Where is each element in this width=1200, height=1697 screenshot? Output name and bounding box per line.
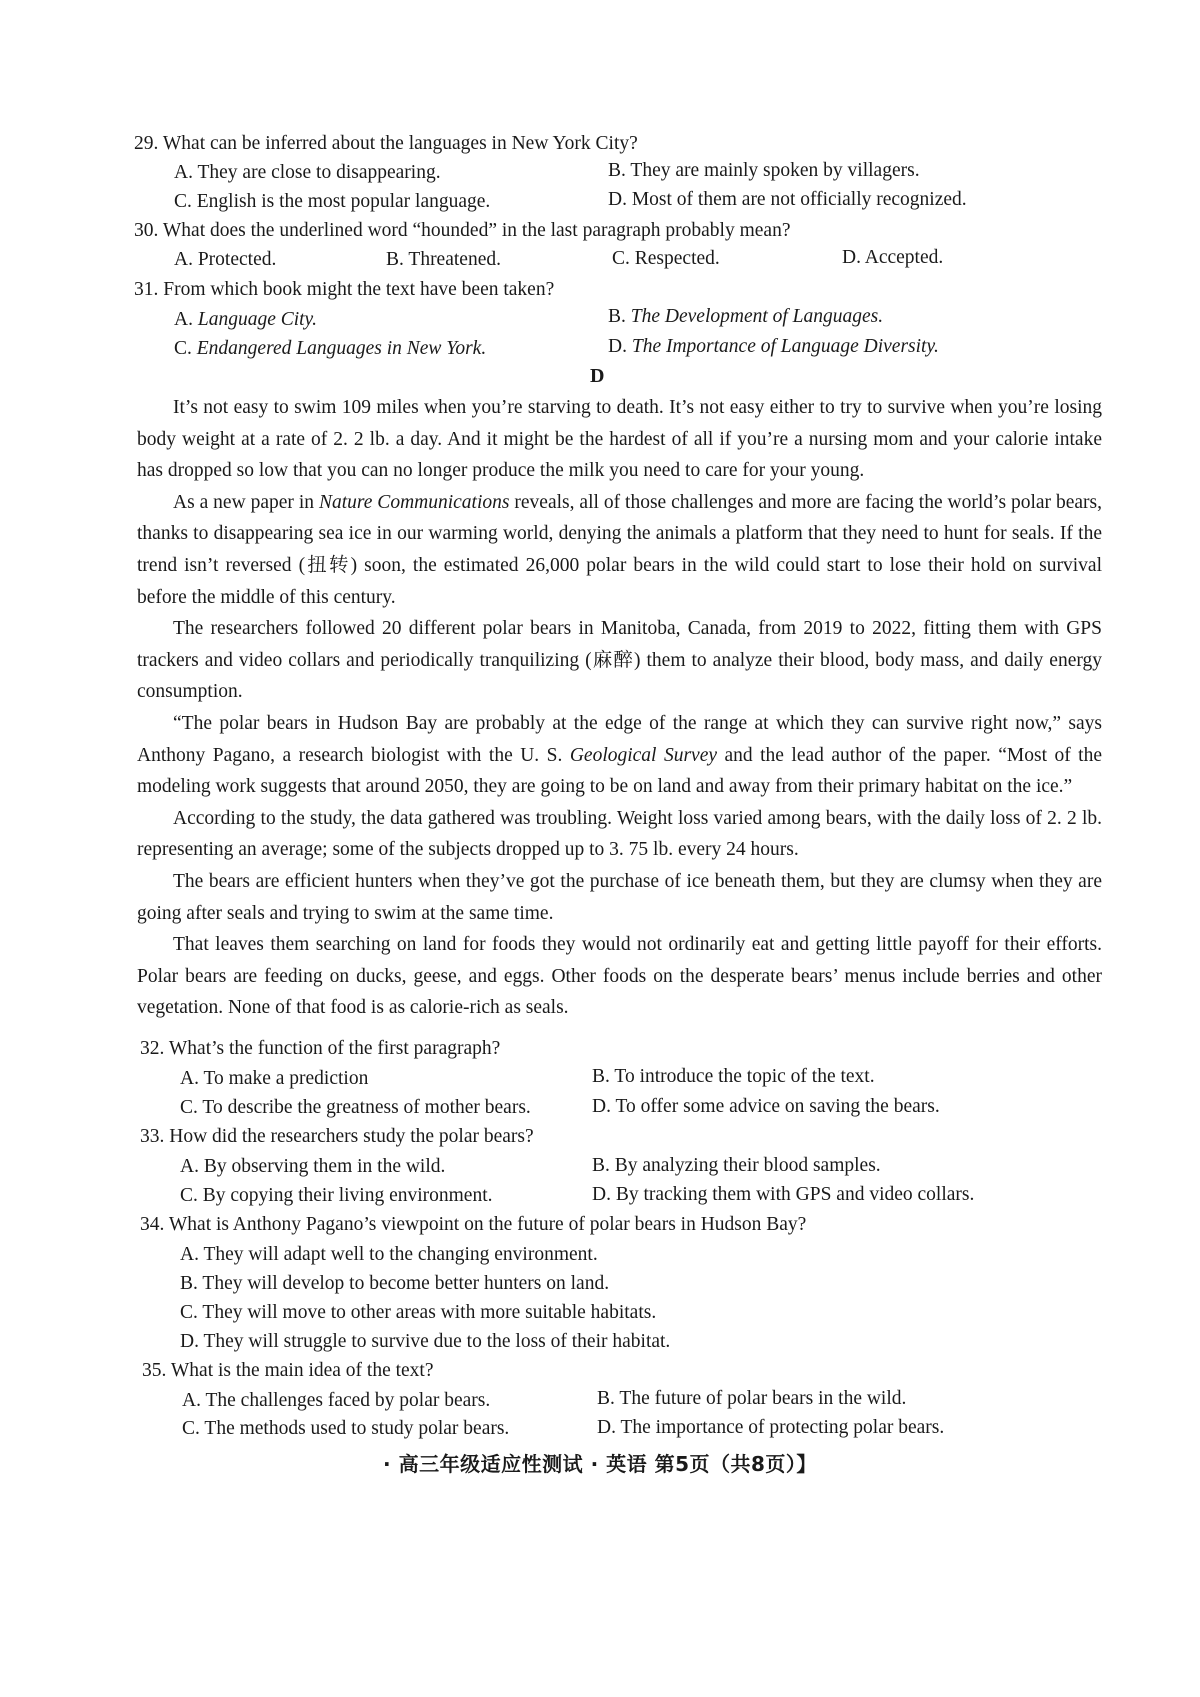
question-31-option-d: D. The Importance of Language Diversity. xyxy=(608,336,939,357)
question-29-option-a: A. They are close to disappearing. xyxy=(174,162,441,183)
question-30-option-c: C. Respected. xyxy=(612,248,720,269)
paragraph-5: According to the study, the data gathered was troubling. Weight loss varied among bears, with the daily loss of 2. 2 lb. representing an average; some of the subjects dropped up to 3. 75 lb. every 24 hours. xyxy=(137,807,1102,861)
organization-name: Geological Survey xyxy=(569,744,718,766)
paragraph-4: “The polar bears in Hudson Bay are probably at the edge of the range at which they can survive right now,” says Anthony Pagano, a research biologist with the U. S. Geological Survey and the lead author of the paper. “Most of the modeling work suggests that around 2050, they are going to be on land and away from their primary habitat on the ice.” xyxy=(137,712,1103,798)
question-30-option-b: B. Threatened. xyxy=(386,249,501,270)
paragraph-7: That leaves them searching on land for foods they would not ordinarily eat and getting little payoff for their efforts. Polar bears are feeding on ducks, geese, and eggs. Other foods on the desperate bears’ menus include berries and other vegetation. None of that food is as calorie-rich as seals. xyxy=(137,934,1102,1019)
question-34-option-c: C. They will move to other areas with more suitable habitats. xyxy=(180,1302,657,1323)
question-30-option-d: D. Accepted. xyxy=(842,247,944,268)
question-32-option-a: A. To make a prediction xyxy=(180,1068,369,1089)
question-32-option-d: D. To offer some advice on saving the bears. xyxy=(592,1096,940,1117)
question-35-option-a: A. The challenges faced by polar bears. xyxy=(182,1390,491,1411)
book-title-c: Endangered Languages in New York. xyxy=(196,338,487,359)
question-33-option-b: B. By analyzing their blood samples. xyxy=(592,1155,881,1176)
question-31-option-b: B. The Development of Languages. xyxy=(608,306,884,327)
question-34-option-b: B. They will develop to become better hunters on land. xyxy=(180,1273,610,1294)
book-title-b: The Development of Languages. xyxy=(630,306,884,327)
question-29-option-c: C. English is the most popular language. xyxy=(174,191,491,212)
question-31-option-a: A. Language City. xyxy=(174,309,318,330)
page-footer: · 高三年级适应性测试 · 英语 第5页（共8页）】 xyxy=(383,1452,817,1476)
question-33-stem: 33. How did the researchers study the polar bears? xyxy=(140,1126,534,1147)
question-30-option-a: A. Protected. xyxy=(174,249,277,270)
question-34-stem: 34. What is Anthony Pagano’s viewpoint on the future of polar bears in Hudson Bay? xyxy=(140,1214,807,1235)
question-35-option-d: D. The importance of protecting polar bears. xyxy=(597,1417,945,1438)
question-32-stem: 32. What’s the function of the first paragraph? xyxy=(140,1038,501,1059)
question-34-option-a: A. They will adapt well to the changing environment. xyxy=(180,1244,598,1265)
question-34-option-d: D. They will struggle to survive due to the loss of their habitat. xyxy=(180,1331,671,1352)
paragraph-1: It’s not easy to swim 109 miles when you’re starving to death. It’s not easy either to try to survive when you’re losing body weight at a rate of 2. 2 lb. a day. And it might be the hardest of all if you’re a nursing mom and your calorie intake has dropped so low that you can no longer produce the milk you need to care for your young. xyxy=(137,397,1102,482)
question-33-option-c: C. By copying their living environment. xyxy=(180,1185,493,1206)
question-33-option-d: D. By tracking them with GPS and video collars. xyxy=(592,1184,975,1205)
question-31-option-c: C. Endangered Languages in New York. xyxy=(174,338,487,359)
passage-d xyxy=(137,392,1102,1024)
question-30-stem: 30. What does the underlined word “hounded” in the last paragraph probably mean? xyxy=(134,220,791,241)
question-32-option-c: C. To describe the greatness of mother bears. xyxy=(180,1097,531,1118)
question-32-option-b: B. To introduce the topic of the text. xyxy=(592,1066,875,1087)
question-35-option-c: C. The methods used to study polar bears. xyxy=(182,1418,510,1439)
section-heading: D xyxy=(590,365,605,387)
question-29-option-d: D. Most of them are not officially recognized. xyxy=(608,189,967,210)
paragraph-6: The bears are efficient hunters when they’ve got the purchase of ice beneath them, but they are clumsy when they are going after seals and trying to swim at the same time. xyxy=(137,870,1102,924)
question-35-option-b: B. The future of polar bears in the wild. xyxy=(597,1388,907,1409)
journal-name: Nature Communications xyxy=(318,491,510,513)
paragraph-3: The researchers followed 20 different polar bears in Manitoba, Canada, from 2019 to 2022, fitting them with GPS trackers and video collars and periodically tranquilizing (麻醉) them to analyze their blood, body mass, and daily energy consumption. xyxy=(137,618,1102,703)
paragraph-2: As a new paper in Nature Communications reveals, all of those challenges and more are facing the world’s polar bears, thanks to disappearing sea ice in our warming world, denying the animals a platform that they need to hunt for seals. If the trend isn’t reversed (扭转) soon, the estimated 26,000 polar bears in the wild could start to lose their hold on survival before the middle of this century. xyxy=(137,491,1102,608)
question-35-stem: 35. What is the main idea of the text? xyxy=(142,1360,434,1381)
question-29-option-b: B. They are mainly spoken by villagers. xyxy=(608,160,920,181)
question-33-option-a: A. By observing them in the wild. xyxy=(180,1156,446,1177)
book-title-a: Language City. xyxy=(197,309,318,330)
question-31-stem: 31. From which book might the text have been taken? xyxy=(134,279,555,300)
book-title-d: The Importance of Language Diversity. xyxy=(631,336,939,357)
question-29-stem: 29. What can be inferred about the languages in New York City? xyxy=(134,133,638,154)
